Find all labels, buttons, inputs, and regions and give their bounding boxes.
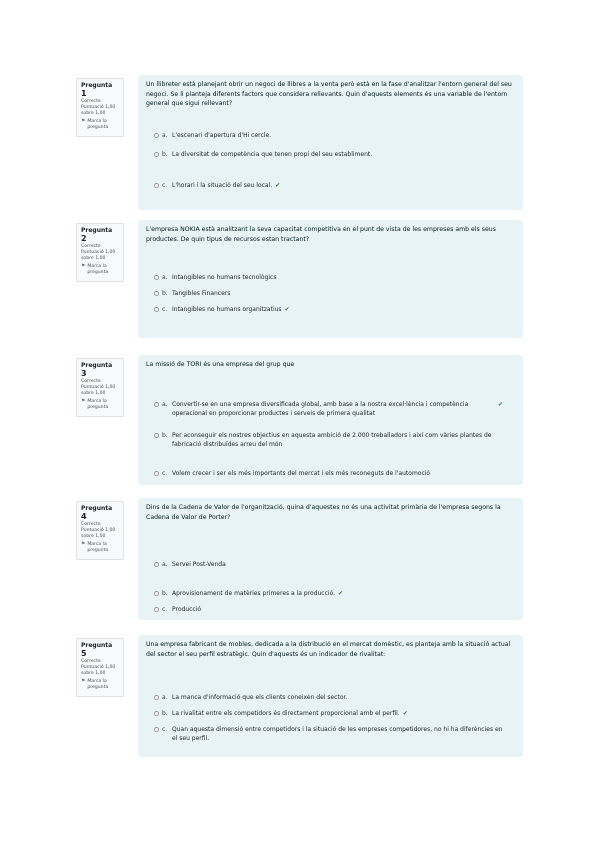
question-text: L'empresa NOKIA està analitzant la seva capacitat competitiva en el punt de vista de les empreses amb els seus productes. De quin tipus de recursos estan tractant? bbox=[146, 226, 496, 243]
radio-button[interactable] bbox=[154, 133, 159, 138]
radio-button[interactable] bbox=[154, 471, 159, 476]
answer-option[interactable]: a. Convertir-se en una empresa diversificada global, amb base a la nostra excel·lència i competència operacional en proporcionar productes i serveis de primera qualitat ✔ bbox=[154, 400, 503, 418]
question-status: Correcte bbox=[81, 99, 101, 104]
answer-option[interactable]: a. La manca d'informació que els clients coneixen del sector. bbox=[154, 693, 503, 702]
correct-check-icon: ✔ bbox=[338, 590, 344, 597]
flag-question-button[interactable]: ⚑ Marca la pregunta bbox=[81, 263, 109, 275]
question-content bbox=[138, 220, 523, 338]
question-content bbox=[138, 355, 523, 485]
answer-option[interactable]: b. Tangibles Financers bbox=[154, 289, 503, 298]
answer-option[interactable]: c. Quan aquesta dimensió entre competidors i la situació de les empreses competidores, no hi ha diferències en el seu perfil. bbox=[154, 725, 503, 743]
radio-button[interactable] bbox=[154, 307, 159, 312]
radio-button[interactable] bbox=[154, 402, 159, 407]
correct-check-icon: ✔ bbox=[402, 710, 408, 717]
answer-option[interactable]: b. La rivalitat entre els competidors és directament proporcional amb el perfil. ✔ bbox=[154, 709, 503, 718]
question-info bbox=[76, 223, 124, 282]
answer-option[interactable]: a. Intangibles no humans tecnològics bbox=[154, 273, 503, 282]
question-score: Puntuació 1,00 bbox=[81, 105, 116, 111]
question-status: Correcte bbox=[81, 379, 101, 384]
question-number: Pregunta 5 bbox=[81, 642, 113, 658]
question-content bbox=[138, 498, 523, 620]
flag-icon: ⚑ bbox=[81, 398, 86, 404]
question-score-max: sobre 1,00 bbox=[81, 111, 106, 117]
question-content bbox=[138, 635, 523, 757]
question-number: Pregunta 1 bbox=[81, 82, 113, 98]
answer-option[interactable]: b. Per aconseguir els nostres objectius en aquesta ambició de 2.000 treballadors i així com vàries plantes de fabricació distribuïdes arreu del món bbox=[154, 431, 503, 449]
answer-option[interactable]: a. Servei Post-Venda bbox=[154, 560, 503, 569]
question-score: Puntuació 1,00 bbox=[81, 250, 116, 256]
question-number: Pregunta 4 bbox=[81, 505, 113, 521]
flag-question-button[interactable]: ⚑ Marca la pregunta bbox=[81, 678, 109, 690]
answer-option[interactable]: c. L'horari i la situació del seu local. ✔ bbox=[154, 181, 503, 190]
question-info bbox=[76, 358, 124, 417]
answer-option[interactable]: a. L'escenari d'apertura d'Hi cercle. bbox=[154, 131, 503, 140]
question-status: Correcte bbox=[81, 522, 101, 527]
question-score-max: sobre 1,00 bbox=[81, 391, 106, 397]
radio-button[interactable] bbox=[154, 275, 159, 280]
question-info bbox=[76, 638, 124, 697]
question-score: Puntuació 1,00 bbox=[81, 385, 116, 391]
flag-icon: ⚑ bbox=[81, 541, 86, 547]
flag-question-button[interactable]: ⚑ Marca la pregunta bbox=[81, 398, 109, 410]
question-text: Un llibreter està planejant obrir un negoci de llibres a la venta però està en la fase d'analitzar l'entorn general del seu negoci. Se li planteja diferents factors que considera rellevants. Quin d'aquests elements és una variable de l'entorn general que sigui rellevant? bbox=[146, 81, 512, 107]
question-status: Correcte bbox=[81, 659, 101, 664]
question-number: Pregunta 3 bbox=[81, 362, 113, 378]
question-text: Dins de la Cadena de Valor de l'organització, quina d'aquestes no és una activitat primària de l'empresa segons la Cadena de Valor de Porter? bbox=[146, 504, 501, 521]
question-score: Puntuació 1,00 bbox=[81, 528, 116, 534]
answer-option[interactable]: c. Producció bbox=[154, 605, 503, 614]
question-score: Puntuació 1,00 bbox=[81, 665, 116, 671]
question-score-max: sobre 1,00 bbox=[81, 256, 106, 262]
radio-button[interactable] bbox=[154, 711, 159, 716]
answer-option[interactable]: b. Aprovisionament de matèries primeres a la producció. ✔ bbox=[154, 589, 503, 598]
radio-button[interactable] bbox=[154, 562, 159, 567]
flag-question-button[interactable]: ⚑ Marca la pregunta bbox=[81, 541, 109, 553]
correct-check-icon: ✔ bbox=[284, 306, 290, 313]
question-number: Pregunta 2 bbox=[81, 227, 113, 243]
radio-button[interactable] bbox=[154, 591, 159, 596]
flag-question-button[interactable]: ⚑ Marca la pregunta bbox=[81, 118, 109, 130]
question-status: Correcte bbox=[81, 244, 101, 249]
radio-button[interactable] bbox=[154, 433, 159, 438]
answer-option[interactable]: c. Volem crecer i ser els més importants del mercat i els més reconeguts de l'automoció bbox=[154, 469, 503, 478]
radio-button[interactable] bbox=[154, 152, 159, 157]
answer-option[interactable]: b. La diversitat de competència que tenen propi del seu establiment. bbox=[154, 150, 503, 159]
correct-check-icon: ✔ bbox=[497, 400, 503, 408]
radio-button[interactable] bbox=[154, 183, 159, 188]
question-text: Una empresa fabricant de mobles, dedicada a la distribució en el mercat domèstic, es planteja amb la situació actual del sector el seu perfil estratègic. Quin d'aquests és un indicador de rivalitat: bbox=[146, 641, 511, 658]
question-text: La missió de TORI és una empresa del grup que bbox=[146, 361, 295, 368]
radio-button[interactable] bbox=[154, 291, 159, 296]
question-content bbox=[138, 75, 523, 210]
radio-button[interactable] bbox=[154, 695, 159, 700]
radio-button[interactable] bbox=[154, 607, 159, 612]
correct-check-icon: ✔ bbox=[275, 181, 281, 189]
question-info bbox=[76, 78, 124, 137]
answer-option[interactable]: c. Intangibles no humans organitzatius ✔ bbox=[154, 305, 503, 314]
question-score-max: sobre 1,00 bbox=[81, 671, 106, 677]
radio-button[interactable] bbox=[154, 727, 159, 732]
question-score-max: sobre 1,00 bbox=[81, 534, 106, 540]
question-info bbox=[76, 501, 124, 560]
flag-icon: ⚑ bbox=[81, 678, 86, 684]
flag-icon: ⚑ bbox=[81, 263, 86, 269]
flag-icon: ⚑ bbox=[81, 118, 86, 124]
